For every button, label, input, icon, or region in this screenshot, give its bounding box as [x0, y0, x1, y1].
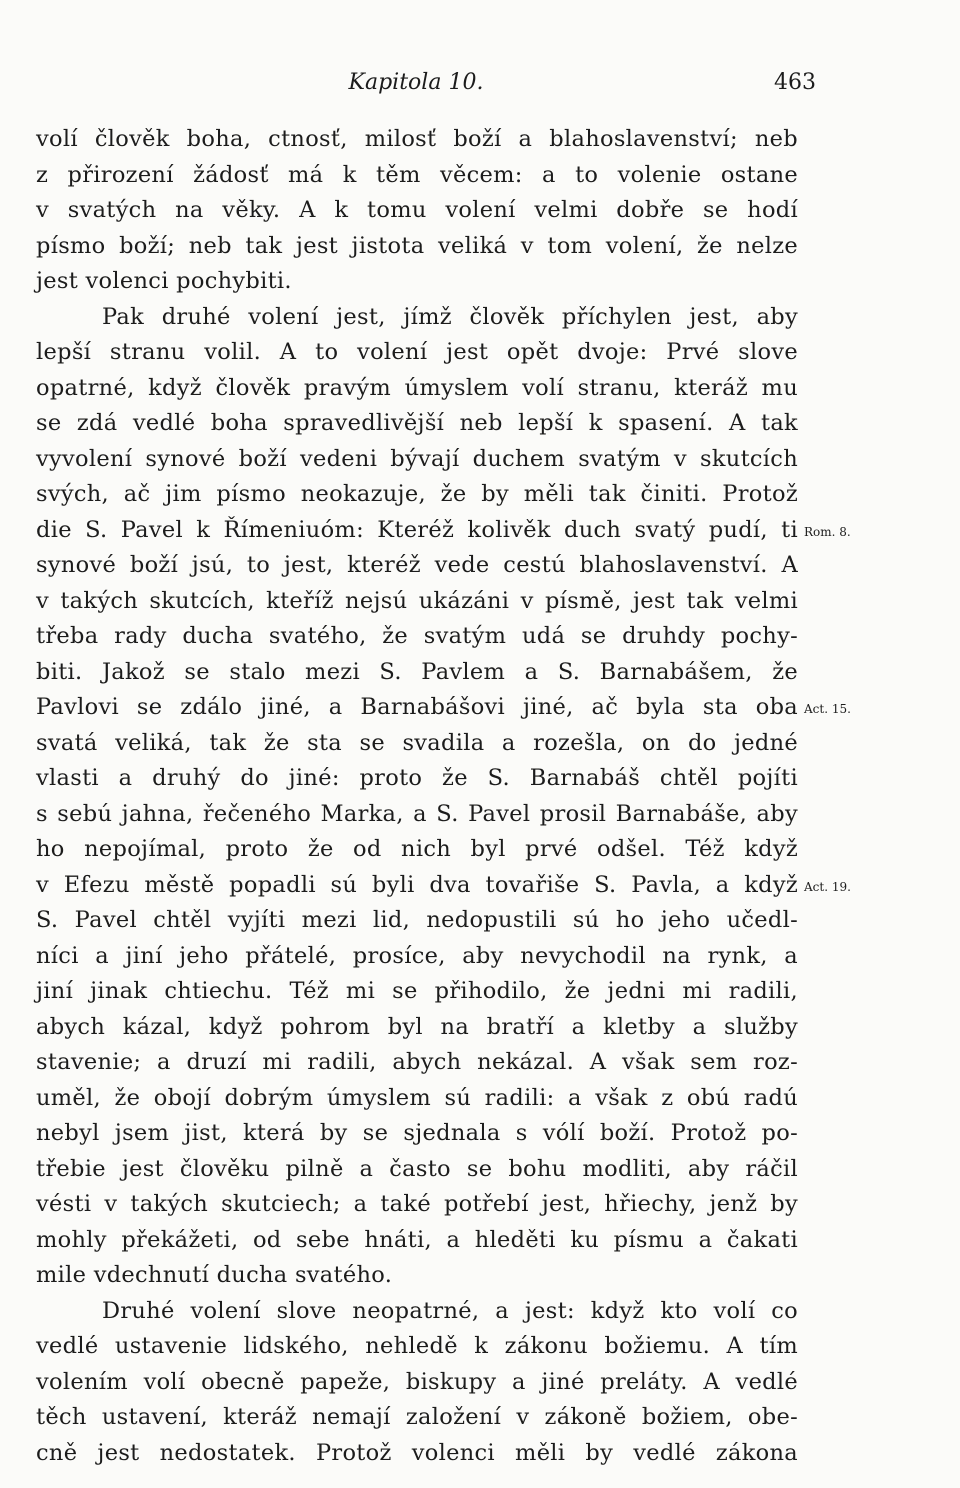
text-line — [36, 371, 798, 407]
text-line-content: třebie jest člověku pilně a často se bohu modliti, aby ráčil — [36, 1155, 798, 1182]
text-line-content: těch ustavení, kteráž nemají založení v zákoně božiem, obe- — [36, 1404, 798, 1430]
text-line — [36, 726, 798, 762]
text-line — [36, 406, 798, 442]
text-line-content: jiní jinak chtiechu. Též mi se přihodilo, že jedni mi radili, — [36, 978, 798, 1004]
text-line — [36, 158, 798, 194]
text-line — [36, 229, 798, 265]
text-line — [36, 690, 851, 726]
text-line-content: mile vdechnutí ducha svatého. — [36, 1262, 393, 1288]
text-line — [36, 1152, 798, 1188]
text-line — [36, 868, 851, 904]
text-line-content: mohly překážeti, od sebe hnáti, a hleděti ku písmu a čakati — [36, 1226, 798, 1253]
text-line — [36, 1365, 798, 1401]
text-line — [36, 1329, 798, 1365]
text-line-content: vésti v takých skutciech; a také potřebí jest, hřiechy, jenž by — [36, 1191, 798, 1217]
text-line — [36, 1223, 798, 1259]
text-line — [36, 442, 798, 478]
text-line-content: opatrné, když člověk pravým úmyslem volí stranu, kteráž mu — [36, 374, 798, 401]
text-line — [36, 1187, 798, 1223]
text-line-content: písmo boží; neb tak jest jistota veliká v tom volení, že nelze — [36, 232, 798, 259]
text-line-content: se zdá vedlé boha spravedlivější neb lepší k spasení. A tak — [36, 410, 798, 436]
text-line-content: třeba rady ducha svatého, že svatým udá se druhdy pochy- — [36, 623, 798, 649]
text-line — [36, 584, 798, 620]
text-line-content: cně jest nedostatek. Protož volenci měli by vedlé zákona — [36, 1439, 798, 1466]
text-line-content: die S. Pavel k Římeniuóm: Kteréž kolivěk duch svatý pudí, ti — [36, 516, 798, 543]
text-line-content: S. Pavel chtěl vyjíti mezi lid, nedopustili sú ho jeho učedl- — [36, 907, 798, 933]
margin-note: Act. 19. — [804, 879, 851, 894]
text-line-content: jest volenci pochybiti. — [36, 268, 292, 294]
text-line — [36, 1116, 798, 1152]
body-text — [36, 122, 851, 1471]
chapter-title: Kapitola 10. — [348, 70, 484, 95]
text-line — [36, 300, 798, 336]
text-line-content: lepší stranu volil. A to volení jest opět dvoje: Prvé slove — [36, 339, 798, 365]
margin-note: Act. 15. — [804, 702, 851, 716]
text-line-content: vlasti a druhý do jiné: proto že S. Barnabáš chtěl pojíti — [36, 765, 798, 791]
text-line — [36, 1436, 798, 1472]
margin-note: Rom. 8. — [804, 524, 851, 539]
text-line — [36, 1081, 798, 1117]
text-line-content: volí člověk boha, ctnosť, milosť boží a blahoslavenství; neb — [36, 126, 798, 152]
text-line-content: volením volí obecně papeže, biskupy a jiné preláty. A vedlé — [36, 1368, 798, 1395]
text-line — [36, 1400, 798, 1436]
text-line-content: svých, ač jim písmo neokazuje, že by měli tak činiti. Protož — [36, 481, 798, 507]
text-line-content: Pavlovi se zdálo jiné, a Barnabášovi jiné, ač byla sta oba — [36, 694, 798, 720]
text-line-content: z přirození žádosť má k těm věcem: a to volenie ostane — [36, 161, 798, 188]
text-line — [36, 122, 798, 158]
text-line — [36, 619, 798, 655]
text-line — [36, 797, 798, 833]
text-line — [36, 832, 798, 868]
text-line-content: v svatých na věky. A k tomu volení velmi dobře se hodí — [36, 197, 798, 223]
text-line-content: synové boží jsú, to jest, kteréž vede cestú blahoslavenství. A — [36, 552, 798, 578]
text-line — [36, 335, 798, 371]
text-line-content: Druhé volení slove neopatrné, a jest: když kto volí co — [102, 1297, 798, 1324]
text-line-content: nebyl jsem jist, která by se sjednala s vólí boží. Protož po- — [36, 1120, 798, 1146]
text-line-content: biti. Jakož se stalo mezi S. Pavlem a S. Barnabášem, že — [36, 658, 798, 685]
text-line — [36, 1294, 798, 1330]
text-line-content: abych kázal, když pohrom byl na bratří a kletby a služby — [36, 1013, 798, 1040]
text-line-content: vyvolení synové boží vedeni bývají duchem svatým v skutcích — [36, 445, 798, 472]
text-line-content: v takých skutcích, kteříž nejsú ukázáni v písmě, jest tak velmi — [36, 587, 798, 614]
page-number: 463 — [774, 70, 816, 95]
text-line-content: v Efezu městě popadli sú byli dva tovařiše S. Pavla, a když — [36, 871, 798, 898]
text-line — [36, 477, 798, 513]
text-line-content: vedlé ustavenie lidského, nehledě k zákonu božiemu. A tím — [36, 1333, 798, 1359]
text-line — [36, 974, 798, 1010]
text-line-content: ho nepojímal, proto že od nich byl prvé odšel. Též když — [36, 836, 798, 862]
page-header — [36, 66, 816, 102]
text-line — [36, 264, 798, 300]
text-line — [36, 655, 798, 691]
text-line — [36, 548, 798, 584]
text-line — [36, 939, 798, 975]
text-line — [36, 1045, 798, 1081]
text-line — [36, 1010, 798, 1046]
text-line-content: uměl, že obojí dobrým úmyslem sú radili: a však z obú radú — [36, 1084, 798, 1111]
text-line-content: níci a jiní jeho přátelé, prosíce, aby nevychodil na rynk, a — [36, 942, 798, 969]
text-line-content: stavenie; a druzí mi radili, abych nekázal. A však sem roz- — [36, 1049, 798, 1075]
text-line — [36, 513, 851, 549]
text-line-content: s sebú jahna, řečeného Marka, a S. Pavel prosil Barnabáše, aby — [36, 800, 798, 827]
text-line-content: svatá veliká, tak že sta se svadila a rozešla, on do jedné — [36, 729, 798, 756]
text-line-content: Pak druhé volení jest, jímž člověk příchylen jest, aby — [102, 303, 798, 330]
text-line — [36, 193, 798, 229]
text-line — [36, 903, 798, 939]
text-line — [36, 1258, 798, 1294]
text-line — [36, 761, 798, 797]
